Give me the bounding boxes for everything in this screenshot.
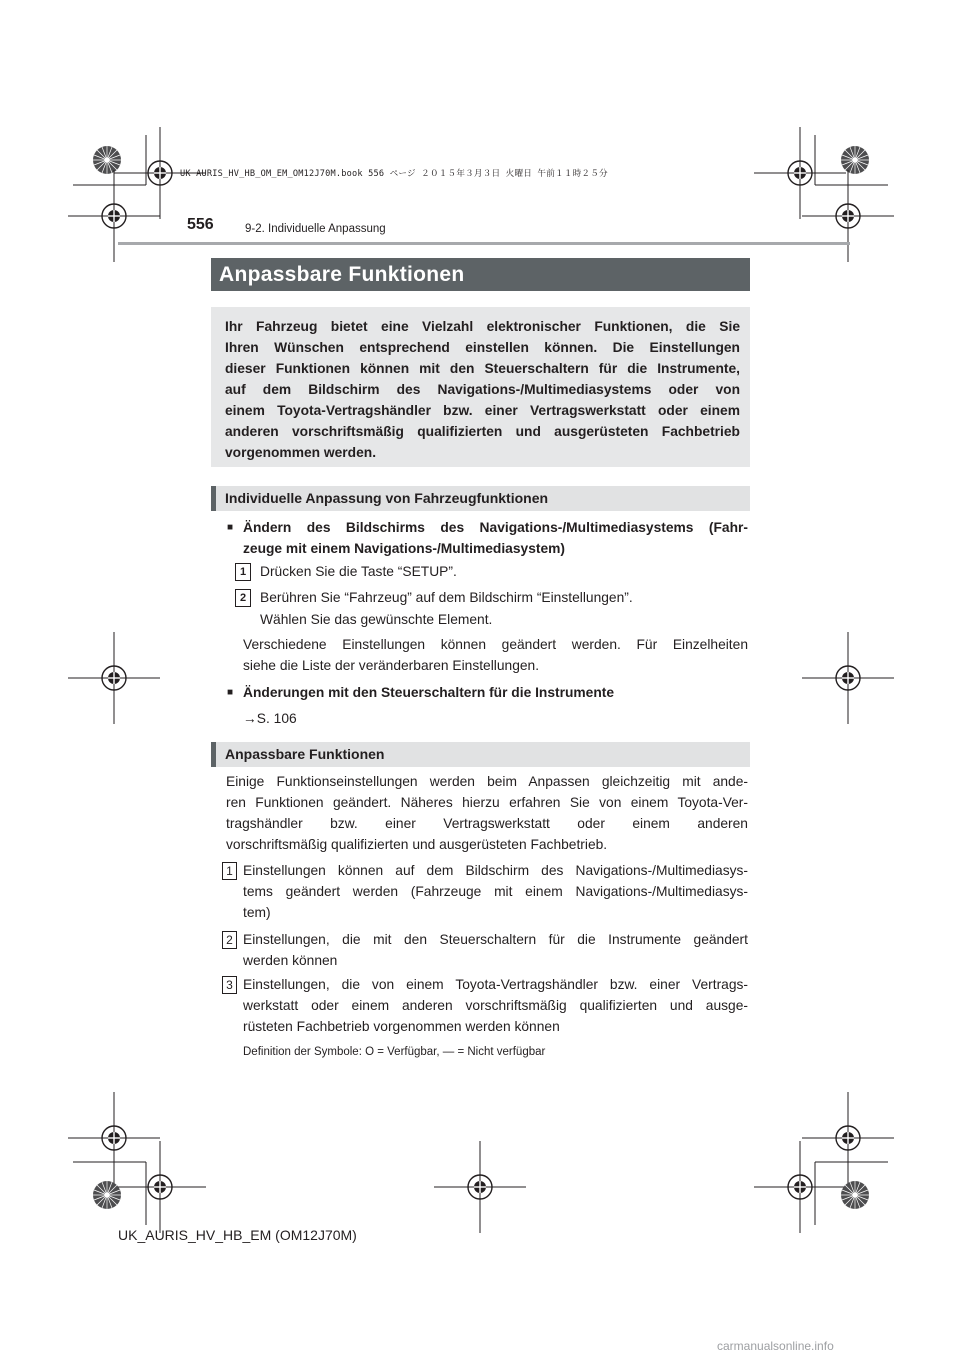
bullet-heading-line: zeuge mit einem Navigations-/Multimediasystem) (243, 541, 566, 556)
intro-line: auf dem Bildschirm des Navigations-/Multimediasystems oder von (225, 382, 740, 397)
item-line: tems geändert werden (Fahrzeuge mit einem Navigations-/Multimediasys- (243, 884, 748, 899)
item-line: tem) (243, 905, 271, 920)
section-heading: Anpassbare Funktionen (211, 742, 750, 767)
paragraph-line: vorschriftsmäßig qualifizierten und ausgerüsteten Fachbetrieb. (226, 837, 608, 852)
registration-star-mark (841, 146, 869, 174)
item-line: Einstellungen können auf dem Bildschirm des Navigations-/Multimediasys- (243, 863, 748, 878)
registration-star-mark (93, 146, 121, 174)
watermark: carmanualsonline.info (717, 1339, 834, 1353)
intro-line: dieser Funktionen können mit den Steuerschaltern für die Instrumente, (225, 361, 740, 376)
item-number-badge: 1 (222, 862, 237, 880)
bullet-square-icon: ■ (227, 522, 234, 533)
page-reference (243, 708, 297, 729)
item-line: rüsteten Fachbetrieb vorgenommen werden können (243, 1019, 560, 1034)
item-number-badge: 2 (222, 931, 237, 949)
note-line: siehe die Liste der veränderbaren Einstellungen. (243, 658, 540, 673)
symbol-definition: Definition der Symbole: O = Verfügbar, — = Nicht verfügbar (243, 1046, 546, 1058)
intro-line: Ihren Wünschen entsprechend einstellen können. Die Einstellungen (225, 340, 740, 355)
bullet-heading-line: Ändern des Bildschirms des Navigations-/Multimediasystems (Fahr- (243, 520, 748, 535)
intro-line: anderen vorschriftsmäßig qualifizierten und ausgerüsteten Fachbetrieb (225, 424, 740, 439)
item-line: werden können (243, 953, 338, 968)
step-number-badge: 2 (235, 589, 251, 607)
intro-box (211, 307, 750, 467)
print-info-line: UK AURIS_HV_HB_OM_EM_OM12J70M.book 556 ページ ２０１５年３月３日 火曜日 午前１１時２５分 (180, 169, 608, 179)
intro-line: vorgenommen werden. (225, 445, 377, 460)
bullet-heading: Änderungen mit den Steuerschaltern für die Instrumente (243, 685, 615, 700)
item-line: Einstellungen, die mit den Steuerschaltern für die Instrumente geändert (243, 932, 748, 947)
paragraph-line: tragshändler bzw. einer Vertragswerkstatt oder einem anderen (226, 816, 748, 831)
registration-mark (802, 632, 894, 724)
intro-line: Ihr Fahrzeug bietet eine Vielzahl elektronischer Funktionen, die Sie (225, 319, 740, 334)
header-divider (118, 242, 850, 245)
page-number: 556 (187, 216, 214, 233)
registration-mark (68, 632, 160, 724)
step-text: Drücken Sie die Taste “SETUP”. (260, 564, 457, 579)
note-line: Verschiedene Einstellungen können geändert werden. Für Einzelheiten (243, 637, 748, 652)
numbered-item (243, 929, 748, 971)
step-number-badge: 1 (235, 563, 251, 581)
registration-mark (114, 1141, 206, 1233)
footer-code: UK_AURIS_HV_HB_EM (OM12J70M) (118, 1227, 357, 1243)
section-heading: Individuelle Anpassung von Fahrzeugfunktionen (211, 486, 750, 511)
section-reference: 9-2. Individuelle Anpassung (245, 223, 386, 235)
bullet-heading (243, 517, 748, 559)
intro-line: einem Toyota-Vertragshändler bzw. einer Vertragswerkstatt oder einem (225, 403, 740, 418)
paragraph-line: Einige Funktionseinstellungen werden beim Anpassen gleichzeitig mit ande- (226, 774, 748, 789)
note-paragraph (243, 634, 748, 676)
arrow-right-icon: → (243, 711, 257, 726)
registration-mark (434, 1141, 526, 1233)
registration-mark (754, 1141, 846, 1233)
paragraph-line: ren Funktionen geändert. Näheres hierzu erfahren Sie von einem Toyota-Ver- (226, 795, 748, 810)
page-title: Anpassbare Funktionen (211, 258, 750, 291)
page-reference-text: S. 106 (256, 711, 297, 726)
section-paragraph (226, 771, 748, 855)
registration-mark (754, 127, 846, 219)
item-number-badge: 3 (222, 976, 237, 994)
numbered-item (243, 974, 748, 1037)
numbered-item (243, 860, 748, 923)
registration-star-mark (93, 1181, 121, 1209)
item-line: werkstatt oder einem anderen vorschriftsmäßig qualifizierten und ausge- (243, 998, 748, 1013)
item-line: Einstellungen, die von einem Toyota-Vertragshändler bzw. einer Vertrags- (243, 977, 748, 992)
bullet-square-icon: ■ (227, 687, 234, 698)
step-text: Berühren Sie “Fahrzeug” auf dem Bildschirm “Einstellungen”. (260, 590, 633, 605)
registration-mark (802, 1092, 894, 1184)
registration-mark (802, 170, 894, 262)
registration-star-mark (841, 1181, 869, 1209)
step-text: Wählen Sie das gewünschte Element. (260, 612, 493, 627)
